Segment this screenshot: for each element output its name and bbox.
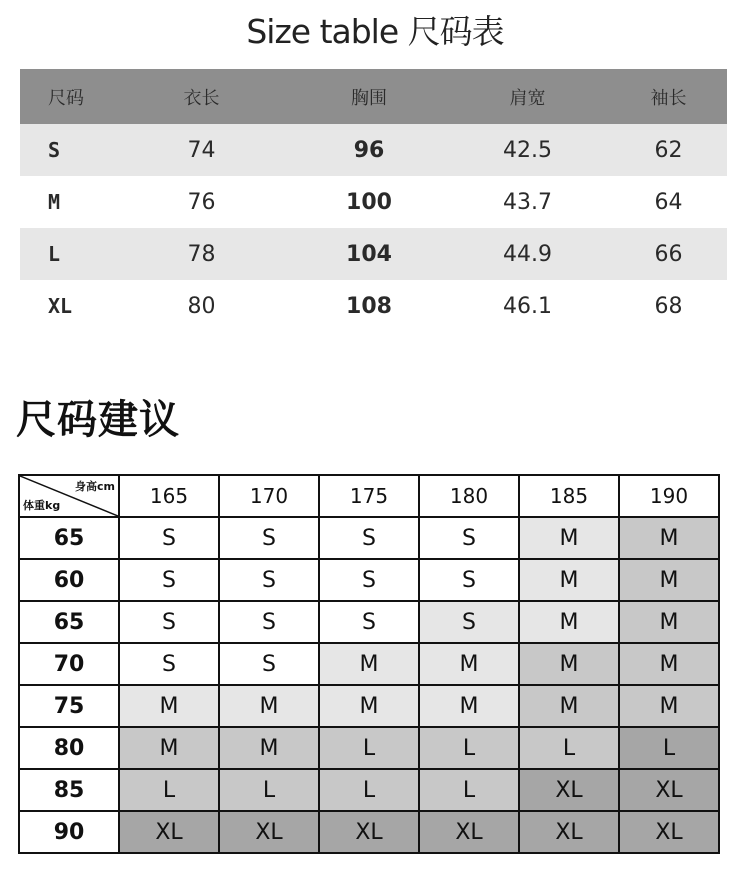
chest-cell: 100: [346, 189, 392, 215]
weight-cell: 65: [19, 517, 119, 559]
table-row: [19, 559, 719, 601]
weight-cell: 90: [19, 811, 119, 853]
weight-cell: 80: [19, 727, 119, 769]
height-header-cell: 185: [519, 475, 619, 517]
size-table-header: [20, 69, 727, 124]
size-suggestion-cell: M: [519, 643, 619, 685]
shoulder-cell: 44.9: [503, 241, 552, 267]
size-suggestion-cell: L: [419, 769, 519, 811]
size-suggestion-cell: M: [519, 517, 619, 559]
table-row: [20, 176, 727, 228]
size-suggestion-cell: M: [219, 727, 319, 769]
table-row: [20, 280, 727, 332]
size-suggestion-cell: S: [419, 601, 519, 643]
table-row: [20, 228, 727, 280]
chest-cell: 104: [346, 241, 392, 267]
height-header-cell: 190: [619, 475, 719, 517]
weight-cell: 60: [19, 559, 119, 601]
size-suggestion-cell: S: [119, 601, 219, 643]
chest-cell: 108: [346, 293, 392, 319]
size-recommendation-table: [18, 474, 720, 854]
size-suggestion-cell: XL: [419, 811, 519, 853]
shoulder-cell: 46.1: [503, 293, 552, 319]
header-cell: 袖长: [650, 87, 687, 109]
size-suggestion-cell: M: [519, 559, 619, 601]
size-suggestion-cell: XL: [519, 769, 619, 811]
weight-cell: 70: [19, 643, 119, 685]
size-suggestion-cell: L: [219, 769, 319, 811]
size-suggestion-cell: S: [319, 559, 419, 601]
height-axis-label: 身高cm: [75, 480, 115, 493]
size-suggestion-cell: S: [219, 643, 319, 685]
table-row: [19, 517, 719, 559]
size-suggestion-cell: XL: [519, 811, 619, 853]
sleeve-cell: 62: [654, 137, 683, 163]
sleeve-cell: 66: [654, 241, 683, 267]
chest-cell: 96: [353, 137, 385, 163]
weight-cell: 65: [19, 601, 119, 643]
size-suggestion-cell: M: [319, 685, 419, 727]
table-row: [19, 727, 719, 769]
size-table: [20, 69, 727, 332]
size-suggestion-cell: M: [119, 685, 219, 727]
size-cell: XL: [48, 294, 73, 318]
size-suggestion-cell: S: [219, 517, 319, 559]
size-suggestion-cell: XL: [319, 811, 419, 853]
size-suggestion-cell: M: [619, 517, 719, 559]
size-suggestion-cell: S: [219, 601, 319, 643]
size-suggestion-cell: M: [619, 559, 719, 601]
length-cell: 76: [187, 189, 216, 215]
size-suggestion-cell: S: [119, 517, 219, 559]
size-suggestion-cell: XL: [619, 811, 719, 853]
height-header-cell: 170: [219, 475, 319, 517]
size-cell: M: [48, 190, 61, 214]
sleeve-cell: 68: [654, 293, 683, 319]
table-row: [20, 124, 727, 176]
size-suggestion-cell: XL: [619, 769, 719, 811]
size-suggestion-cell: M: [619, 601, 719, 643]
size-suggestion-cell: L: [519, 727, 619, 769]
length-cell: 78: [187, 241, 216, 267]
sleeve-cell: 64: [654, 189, 683, 215]
size-suggestion-cell: M: [519, 685, 619, 727]
size-suggestion-cell: M: [219, 685, 319, 727]
header-cell: 肩宽: [509, 87, 546, 109]
size-suggestion-cell: M: [419, 643, 519, 685]
section-title: 尺码建议: [16, 397, 180, 443]
size-suggestion-cell: S: [319, 517, 419, 559]
corner-cell: [19, 475, 119, 517]
shoulder-cell: 42.5: [503, 137, 552, 163]
height-header-cell: 165: [119, 475, 219, 517]
size-suggestion-cell: L: [119, 769, 219, 811]
length-cell: 80: [187, 293, 216, 319]
size-suggestion-cell: XL: [219, 811, 319, 853]
size-suggestion-cell: L: [319, 727, 419, 769]
size-cell: L: [48, 242, 61, 266]
size-suggestion-cell: L: [319, 769, 419, 811]
size-suggestion-cell: M: [419, 685, 519, 727]
header-cell: 衣长: [183, 87, 220, 109]
header-cell: 胸围: [351, 87, 387, 109]
size-suggestion-cell: XL: [119, 811, 219, 853]
weight-cell: 75: [19, 685, 119, 727]
size-suggestion-cell: L: [419, 727, 519, 769]
table-row: [19, 811, 719, 853]
page-title: Size table 尺码表: [246, 12, 504, 51]
table-row: [19, 601, 719, 643]
header-cell: 尺码: [48, 87, 84, 109]
height-header-cell: 180: [419, 475, 519, 517]
size-suggestion-cell: M: [319, 643, 419, 685]
height-header-cell: 175: [319, 475, 419, 517]
size-cell: S: [48, 138, 61, 162]
size-suggestion-cell: S: [119, 643, 219, 685]
size-suggestion-cell: M: [619, 685, 719, 727]
table-row: [19, 643, 719, 685]
size-suggestion-cell: M: [519, 601, 619, 643]
weight-cell: 85: [19, 769, 119, 811]
length-cell: 74: [187, 137, 216, 163]
size-suggestion-cell: M: [619, 643, 719, 685]
size-suggestion-cell: S: [119, 559, 219, 601]
size-suggestion-cell: S: [219, 559, 319, 601]
height-header-row: [19, 475, 719, 517]
size-suggestion-cell: S: [419, 559, 519, 601]
table-row: [19, 769, 719, 811]
size-suggestion-cell: S: [419, 517, 519, 559]
shoulder-cell: 43.7: [503, 189, 552, 215]
weight-axis-label: 体重kg: [23, 499, 61, 512]
size-suggestion-cell: M: [119, 727, 219, 769]
table-row: [19, 685, 719, 727]
size-suggestion-cell: S: [319, 601, 419, 643]
size-suggestion-cell: L: [619, 727, 719, 769]
